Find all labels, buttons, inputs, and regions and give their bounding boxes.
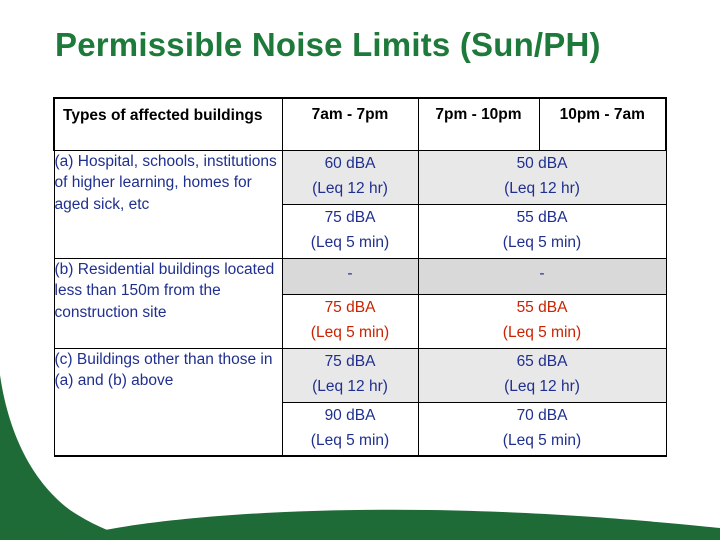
header-types: Types of affected buildings bbox=[54, 98, 282, 150]
value-measure: (Leq 5 min) bbox=[310, 324, 390, 341]
value-level: 75 dBA bbox=[324, 352, 376, 370]
value-level: - bbox=[539, 264, 545, 282]
value-measure: (Leq 5 min) bbox=[502, 234, 582, 251]
table-row bbox=[54, 258, 666, 294]
group-a-day-value-1 bbox=[282, 150, 418, 204]
table-row bbox=[54, 348, 666, 402]
header-7am-7pm: 7am - 7pm bbox=[282, 98, 418, 150]
value-level: 90 dBA bbox=[324, 406, 376, 424]
value-level: 55 dBA bbox=[516, 208, 568, 226]
group-a-night-value-1 bbox=[418, 150, 666, 204]
value-measure: (Leq 5 min) bbox=[502, 432, 582, 449]
value-measure: (Leq 5 min) bbox=[310, 432, 390, 449]
value-measure: (Leq 12 hr) bbox=[312, 378, 388, 395]
value-measure: (Leq 5 min) bbox=[310, 234, 390, 251]
value-level: 50 dBA bbox=[516, 154, 568, 172]
group-a-day-value-2 bbox=[282, 204, 418, 258]
header-10pm-7am: 10pm - 7am bbox=[539, 98, 666, 150]
category-a-label: (a) Hospital, schools, institutions of higher learning, homes for aged sick, etc bbox=[54, 150, 282, 258]
value-level: 60 dBA bbox=[324, 154, 376, 172]
group-c-day-value-2 bbox=[282, 402, 418, 456]
group-c-night-value-1 bbox=[418, 348, 666, 402]
value-level: 70 dBA bbox=[516, 406, 568, 424]
value-level: 55 dBA bbox=[516, 298, 568, 316]
group-c-day-value-1 bbox=[282, 348, 418, 402]
category-c-label: (c) Buildings other than those in (a) and (b) above bbox=[54, 348, 282, 456]
value-level: - bbox=[347, 264, 353, 282]
group-b-night-value-1 bbox=[418, 258, 666, 294]
value-level: 75 dBA bbox=[324, 298, 376, 316]
category-b-label: (b) Residential buildings located less than 150m from the construction site bbox=[54, 258, 282, 348]
group-c-night-value-2 bbox=[418, 402, 666, 456]
group-b-day-value-2 bbox=[282, 294, 418, 348]
page-title: Permissible Noise Limits (Sun/PH) bbox=[55, 26, 601, 63]
value-measure: (Leq 5 min) bbox=[502, 324, 582, 341]
noise-limits-table bbox=[53, 97, 667, 457]
table-header-row bbox=[54, 98, 666, 150]
value-level: 65 dBA bbox=[516, 352, 568, 370]
table-row bbox=[54, 150, 666, 204]
value-measure: (Leq 12 hr) bbox=[504, 180, 580, 197]
group-b-day-value-1 bbox=[282, 258, 418, 294]
value-measure: (Leq 12 hr) bbox=[504, 378, 580, 395]
group-b-night-value-2 bbox=[418, 294, 666, 348]
header-7pm-10pm: 7pm - 10pm bbox=[418, 98, 539, 150]
value-measure: (Leq 12 hr) bbox=[312, 180, 388, 197]
group-a-night-value-2 bbox=[418, 204, 666, 258]
value-level: 75 dBA bbox=[324, 208, 376, 226]
